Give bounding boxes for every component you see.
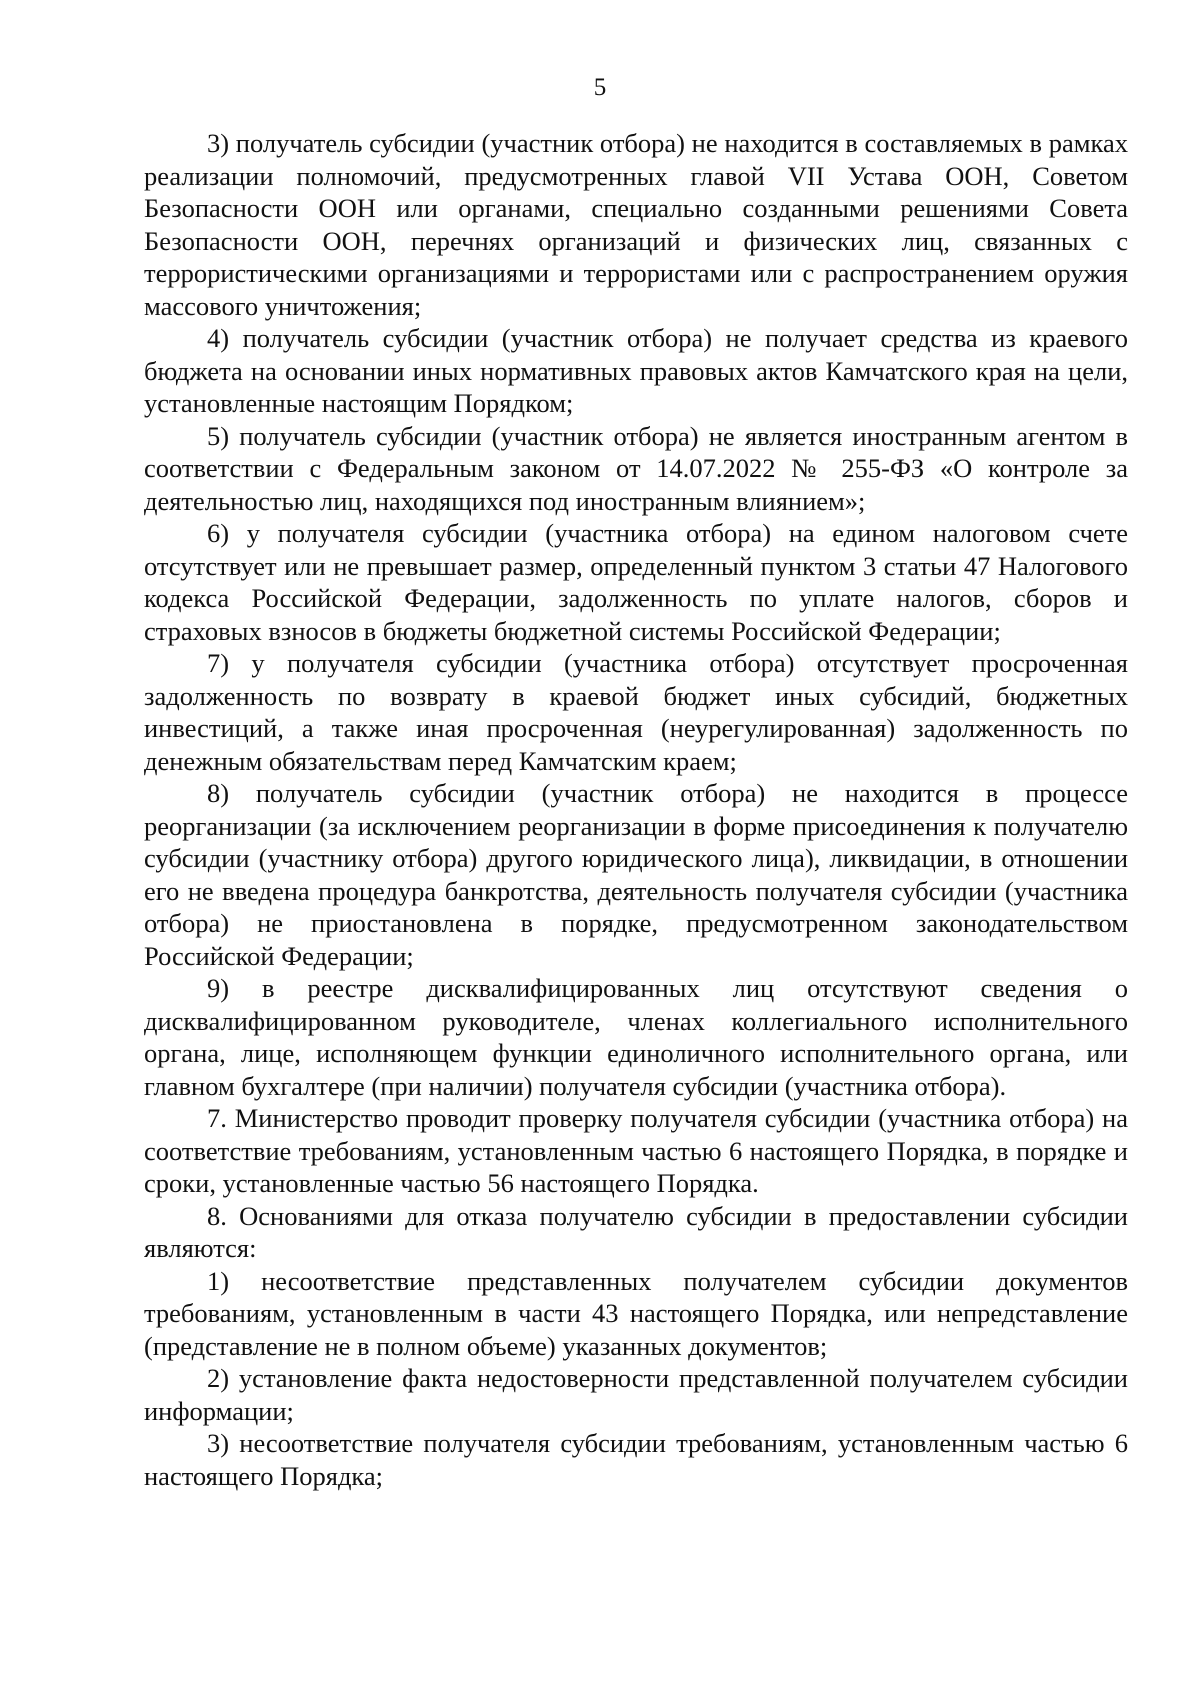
paragraph-item-9: 9) в реестре дисквалифицированных лиц отсутствуют сведения о дисквалифицированном руководителе, членах коллегиального исполнительного органа, лице, исполняющем функции единоличного исполнительного органа, или главном бухгалтере (при наличии) получателя субсидии (участника отбора). [144, 973, 1128, 1101]
paragraph-item-8: 8) получатель субсидии (участник отбора) не находится в процессе реорганизации (за исключением реорганизации в форме присоединения к получателю субсидии (участнику отбора) другого юридического лица), ликвидации, в отношении его не введена процедура банкротства, деятельность получателя субсидии (участника отбора) не приостановлена в порядке, предусмотренном законодательством Российской Федерации; [144, 778, 1128, 971]
paragraph-refusal-3: 3) несоответствие получателя субсидии требованиям, установленным частью 6 настоящего Порядка; [144, 1428, 1128, 1491]
paragraph-refusal-2: 2) установление факта недостоверности представленной получателем субсидии информации; [144, 1363, 1128, 1426]
document-body [144, 127, 1128, 1492]
paragraph-refusal-1: 1) несоответствие представленных получателем субсидии документов требованиям, установленным в части 43 настоящего Порядка, или непредставление (представление не в полном объеме) указанных документов; [144, 1265, 1128, 1361]
paragraph-item-7: 7) у получателя субсидии (участника отбора) отсутствует просроченная задолженность по возврату в краевой бюджет иных субсидий, бюджетных инвестиций, а также иная просроченная (неурегулированная) задолженность по денежным обязательствам перед Камчатским краем; [144, 648, 1128, 776]
paragraph-item-6: 6) у получателя субсидии (участника отбора) на едином налоговом счете отсутствует или не превышает размер, определенный пунктом 3 статьи 47 Налогового кодекса Российской Федерации, задолженность по уплате налогов, сборов и страховых взносов в бюджеты бюджетной системы Российской Федерации; [144, 518, 1128, 646]
paragraph-part-8: 8. Основаниями для отказа получателю субсидии в предоставлении субсидии являются: [144, 1200, 1128, 1263]
paragraph-item-3: 3) получатель субсидии (участник отбора) не находится в составляемых в рамках реализации полномочий, предусмотренных главой VII Устава ООН, Советом Безопасности ООН или органами, специально созданными решениями Совета Безопасности ООН, перечнях организаций и физических лиц, связанных с террористическими организациями и террористами или с распространением оружия массового уничтожения; [144, 128, 1128, 321]
paragraph-part-7: 7. Министерство проводит проверку получателя субсидии (участника отбора) на соответствие требованиям, установленным частью 6 настоящего Порядка, в порядке и сроки, установленные частью 56 настоящего Порядка. [144, 1103, 1128, 1198]
paragraph-item-5: 5) получатель субсидии (участник отбора) не является иностранным агентом в соответствии с Федеральным законом от 14.07.2022 № 255-ФЗ «О контроле за деятельностью лиц, находящихся под иностранным влиянием»; [144, 420, 1128, 516]
page-number: 5 [593, 74, 607, 101]
paragraph-item-4: 4) получатель субсидии (участник отбора) не получает средства из краевого бюджета на основании иных нормативных правовых актов Камчатского края на цели, установленные настоящим Порядком; [144, 323, 1128, 418]
